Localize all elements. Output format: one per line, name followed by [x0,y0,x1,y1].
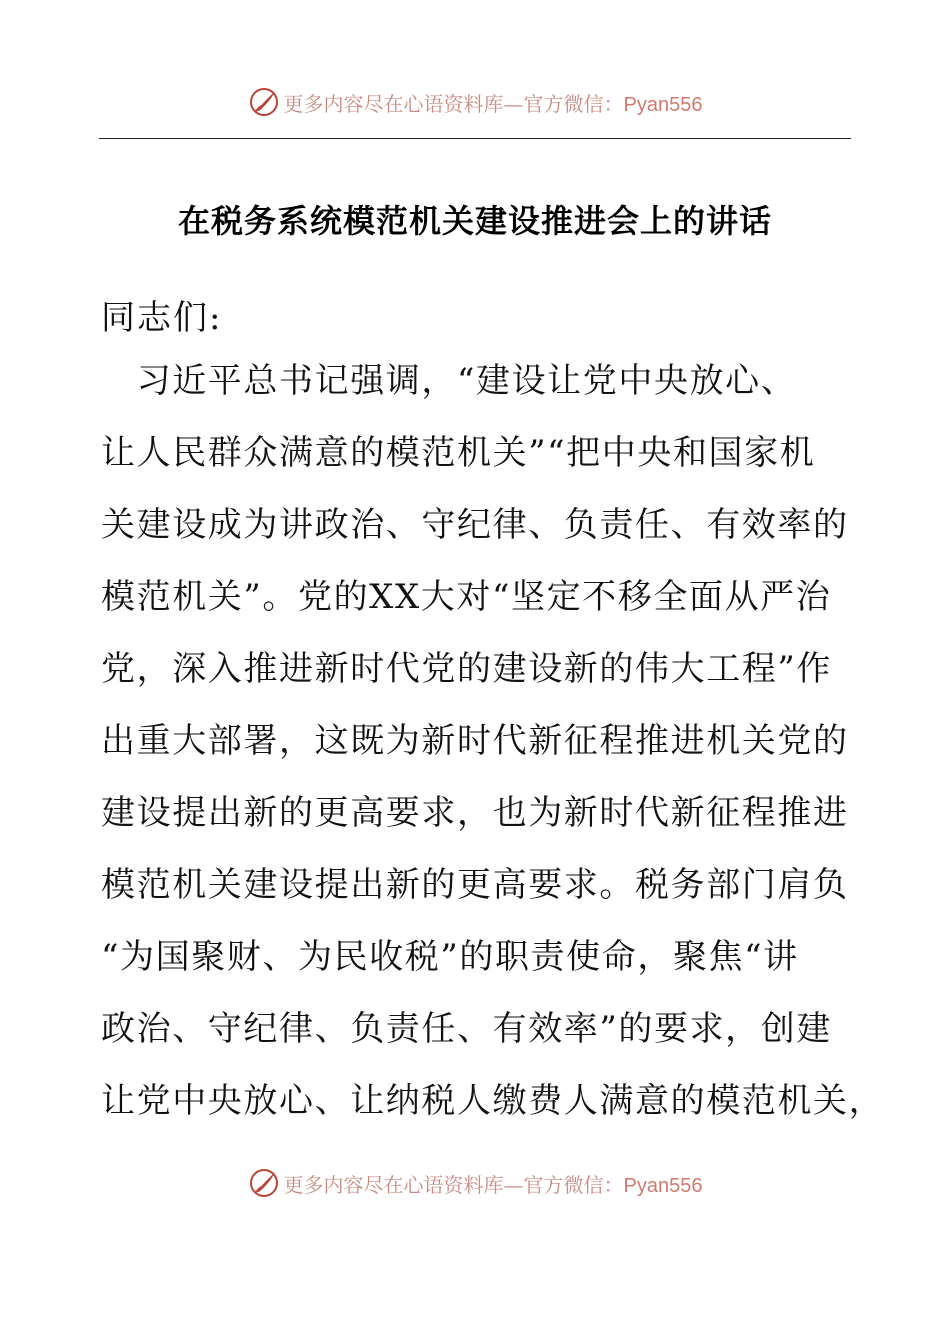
body-line: 政治、守纪律、负责任、有效率”的要求，创建 [101,1009,832,1049]
header-banner-label: 更多内容尽在心语资料库—官方微信： [283,91,624,116]
body-line: 让人民群众满意的模范机关”“把中央和国家机 [101,433,816,473]
body-line: 习近平总书记强调，“建设让党中央放心、 [101,361,797,401]
body-line: 建设提出新的更高要求，也为新时代新征程推进 [101,793,849,833]
quill-logo-icon [248,86,280,118]
footer-banner-text [284,1169,703,1198]
header-banner-handle: Pyan556 [623,93,703,116]
body-line: 党，深入推进新时代党的建设新的伟大工程”作 [101,649,832,689]
body-line: 模范机关”。党的XX大对“坚定不移全面从严治 [101,577,832,617]
body-line: 出重大部署，这既为新时代新征程推进机关党的 [101,721,849,761]
body-line: 模范机关建设提出新的更高要求。税务部门肩负 [101,865,849,905]
body-line: 关建设成为讲政治、守纪律、负责任、有效率的 [101,505,849,545]
footer-banner-label: 更多内容尽在心语资料库—官方微信： [283,1172,624,1197]
header-divider [99,138,851,139]
salutation: 同志们: [101,298,223,338]
body-line: “为国聚财、为民收税”的职责使命，聚焦“讲 [101,937,799,977]
body-line: 让党中央放心、让纳税人缴费人满意的模范机关， [101,1081,885,1121]
footer-banner-handle: Pyan556 [623,1174,703,1197]
document-title: 在税务系统模范机关建设推进会上的讲话 [177,202,772,240]
header-banner [0,82,950,122]
footer-banner [0,1163,950,1203]
quill-logo-icon [248,1167,280,1199]
document-body [101,345,885,1137]
header-banner-text [284,88,703,117]
